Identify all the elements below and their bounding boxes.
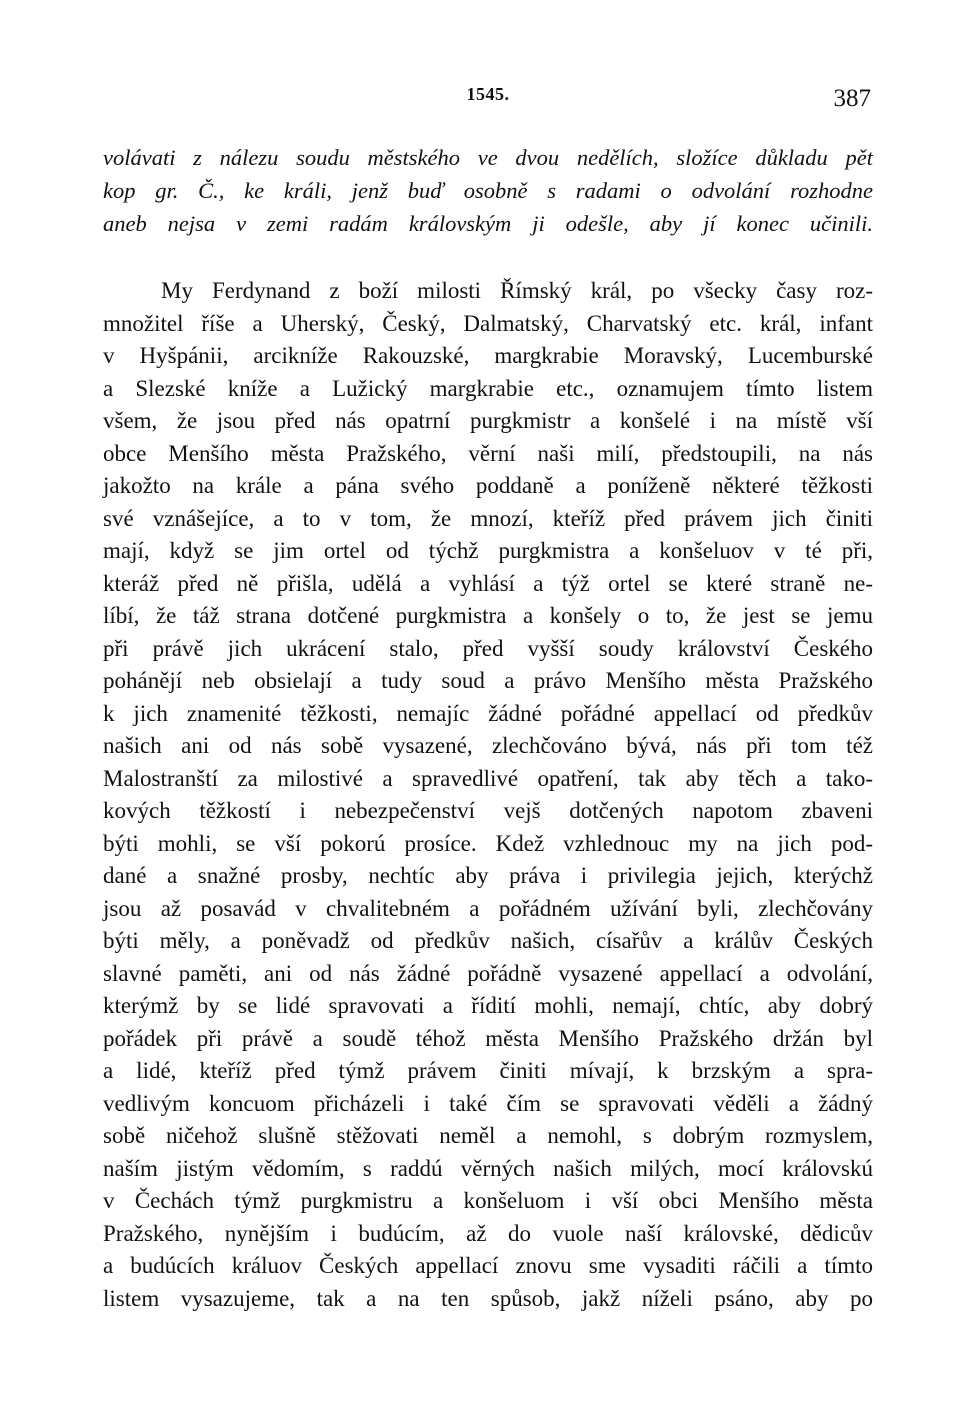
body-line: býti měly, a poněvadž od předkův našich, císařův a králův Českých [103, 928, 873, 953]
body-line: líbí, že táž strana dotčené purgkmistra a konšely o to, že jest se jemu [103, 603, 873, 628]
body-line: a lidé, kteříž před týmž právem činiti mívají, k brzským a spra- [103, 1058, 873, 1083]
page-header [103, 84, 873, 120]
body-line: sobě ničehož slušně stěžovati neměl a nemohl, s dobrým rozmyslem, [103, 1123, 873, 1148]
body-line: naším jistým vědomím, s raddú věrných našich milých, mocí královskú [103, 1155, 873, 1181]
body-line: obce Menšího města Pražského, věrní naši milí, předstoupili, na nás [103, 440, 873, 466]
body-line: pohánějí neb obsielají a tudy soud a právo Menšího města Pražského [103, 668, 873, 693]
body-line: býti mohli, se vší pokorú prosíce. Kdež vzhlednouc my na jich pod- [103, 830, 873, 856]
body-line: vedlivým koncuom přicházeli i také čím se spravovati věděli a žádný [103, 1090, 873, 1116]
body-line: kterýmž by se lidé spravovati a řídití mohli, nemají, chtíc, aby dobrý [103, 993, 873, 1018]
body-line: Pražského, nynějším i budúcím, až do vuole naší královské, dědicův [103, 1220, 873, 1246]
body-line: jakožto na krále a pána svého poddaně a poníženě některé těžkosti [103, 473, 873, 498]
body-line: kteráž před ně přišla, udělá a vyhlásí a týž ortel se které straně ne- [103, 570, 873, 596]
body-line: všem, že jsou před nás opatrní purgkmistr a konšelé i na místě vší [103, 408, 873, 433]
summary-paragraph [103, 141, 873, 240]
body-line: Malostranští za milostivé a spravedlivé opatření, tak aby těch a tako- [103, 765, 873, 791]
body-paragraph [103, 275, 873, 1315]
body-line: jsou až posavád v chvalitebném a pořádném užívání byli, zlechčovány [103, 895, 873, 921]
summary-line: volávati z nálezu soudu městského ve dvou nedělích, složíce důkladu pět [103, 145, 873, 170]
body-line: mají, když se jim ortel od týchž purgkmistra a konšeluov v té při, [103, 538, 873, 563]
body-line: kových těžkostí i nebezpečenství vejš dotčených napotom zbaveni [103, 798, 873, 823]
body-line: našich ani od nás sobě vysazené, zlechčováno bývá, nás při tom též [103, 733, 873, 758]
body-line: své vznášejíce, a to v tom, že mnozí, kteříž před právem jich činiti [103, 505, 873, 531]
body-line: množitel říše a Uherský, Český, Dalmatský, Charvatský etc. král, infant [103, 310, 873, 336]
body-line: listem vysazujeme, tak a na ten spůsob, jakž níželi psáno, aby po [103, 1285, 873, 1311]
page-number: 387 [833, 85, 871, 112]
summary-line: kop gr. Č., ke králi, jenž buď osobně s radami o odvolání rozhodne [103, 178, 873, 203]
body-line: slavné paměti, ani od nás žádné pořádně vysazené appellací a odvolání, [103, 960, 873, 986]
header-year: 1545. [466, 84, 510, 104]
body-line: při právě jich ukrácení stalo, před vyšší soudy království Českého [103, 635, 873, 661]
body-line: My Ferdynand z boží milosti Římský král, po všecky časy roz- [161, 278, 873, 303]
body-line: a budúcích králuov Českých appellací znovu sme vysaditi ráčili a tímto [103, 1253, 873, 1278]
body-line: a Slezské kníže a Lužický margkrabie etc., oznamujem tímto listem [103, 375, 873, 401]
body-line: v Čechách týmž purgkmistru a konšeluom i vší obci Menšího města [103, 1188, 873, 1213]
body-line: k jich znamenité těžkosti, nemajíc žádné pořádné appellací od předkův [103, 700, 873, 726]
body-line: dané a snažné prosby, nechtíc aby práva i privilegia jejich, kterýchž [103, 863, 873, 888]
body-line: v Hyšpánii, arcikníže Rakouzské, margkrabie Moravský, Lucemburské [103, 343, 873, 368]
summary-line: aneb nejsa v zemi radám královským ji odešle, aby jí konec učinili. [103, 211, 873, 236]
body-line: pořádek při právě a soudě téhož města Menšího Pražského držán byl [103, 1025, 873, 1051]
